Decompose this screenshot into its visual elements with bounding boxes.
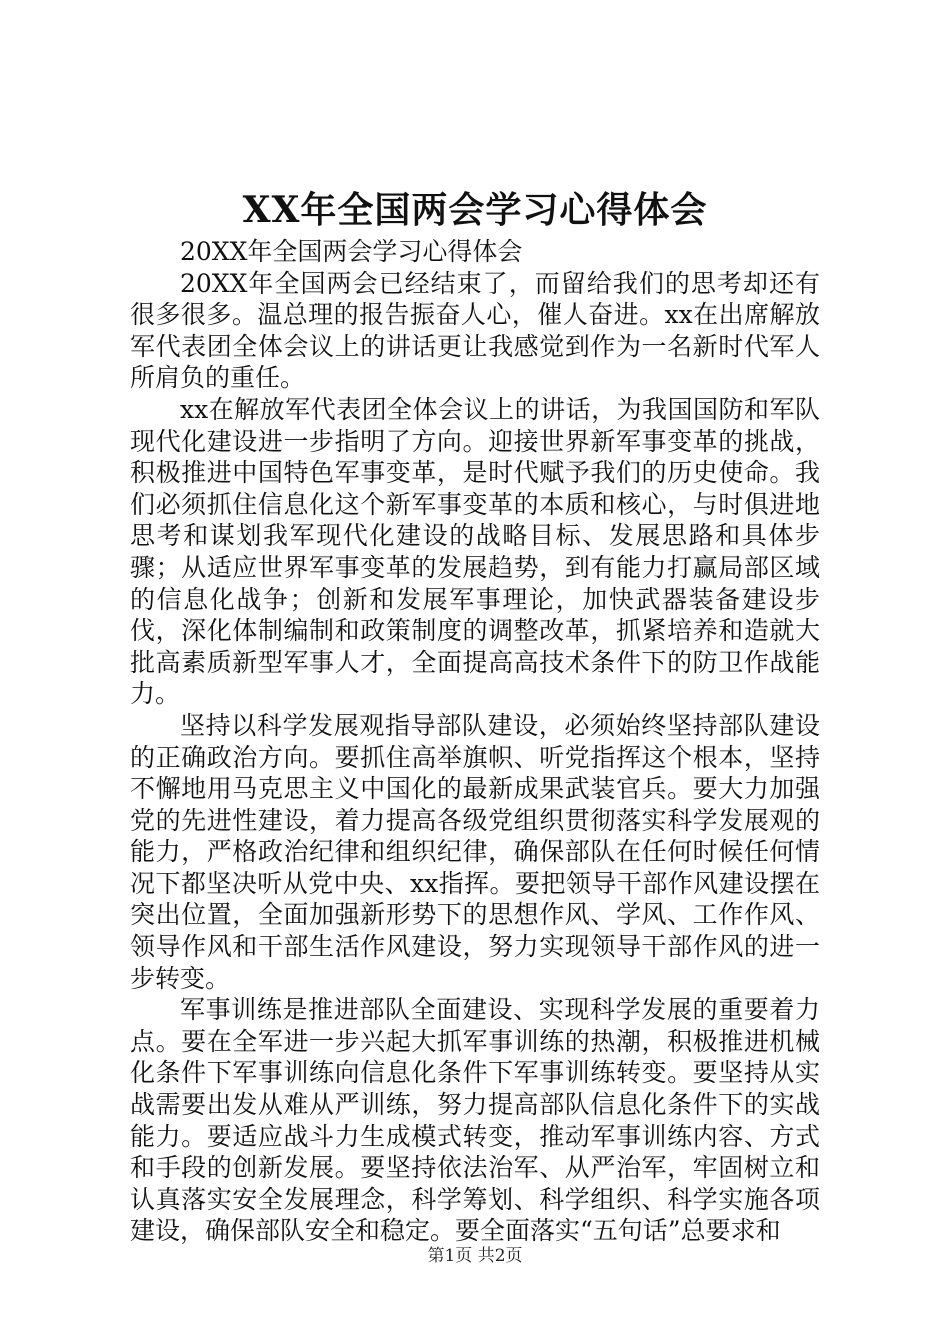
document-body xyxy=(130,236,820,1247)
paragraph-subtitle: 20XX年全国两会学习心得体会 xyxy=(180,237,523,266)
page-number-footer: 第1页 共2页 xyxy=(427,1246,523,1266)
paragraph: xx在解放军代表团全体会议上的讲话，为我国国防和军队现代化建设进一步指明了方向。迎接世界新军事变革的挑战，积极推进中国特色军事变革，是时代赋予我们的历史使命。我们必须抓住信息化这个新军事变革的本质和核心，与时俱进地思考和谋划我军现代化建设的战略目标、发展思路和具体步骤；从适应世界军事变革的发展趋势，到有能力打赢局部区域的信息化战争；创新和发展军事理论，加快武器装备建设步伐，深化体制编制和政策制度的调整改革，抓紧培养和造就大批高素质新型军事人才，全面提高高技术条件下的防卫作战能力。 xyxy=(130,394,820,709)
paragraph: 20XX年全国两会已经结束了，而留给我们的思考却还有很多很多。温总理的报告振奋人心，催人奋进。xx在出席解放军代表团全体会议上的讲话更让我感觉到作为一名新时代军人所肩负的重任。 xyxy=(130,268,820,393)
paragraph: 坚持以科学发展观指导部队建设，必须始终坚持部队建设的正确政治方向。要抓住高举旗帜、听党指挥这个根本，坚持不懈地用马克思主义中国化的最新成果武装官兵。要大力加强党的先进性建设，着力提高各级党组织贯彻落实科学发展观的能力，严格政治纪律和组织纪律，确保部队在任何时候任何情况下都坚决听从党中央、xx指挥。要把领导干部作风建设摆在突出位置，全面加强新形势下的思想作风、学风、工作作风、领导作风和干部生活作风建设，努力实现领导干部作风的进一步转变。 xyxy=(130,710,820,993)
paragraph: 军事训练是推进部队全面建设、实现科学发展的重要着力点。要在全军进一步兴起大抓军事训练的热潮，积极推进机械化条件下军事训练向信息化条件下军事训练转变。要坚持从实战需要出发从难从严训练，努力提高部队信息化条件下的实战能力。要适应战斗力生成模式转变，推动军事训练内容、方式和手段的创新发展。要坚持依法治军、从严治军，牢固树立和认真落实安全发展理念，科学筹划、科学组织、科学实施各项建设，确保部队安全和稳定。要全面落实“五句话”总要求和 xyxy=(130,995,820,1246)
document-title: XX年全国两会学习心得体会 xyxy=(242,189,708,231)
